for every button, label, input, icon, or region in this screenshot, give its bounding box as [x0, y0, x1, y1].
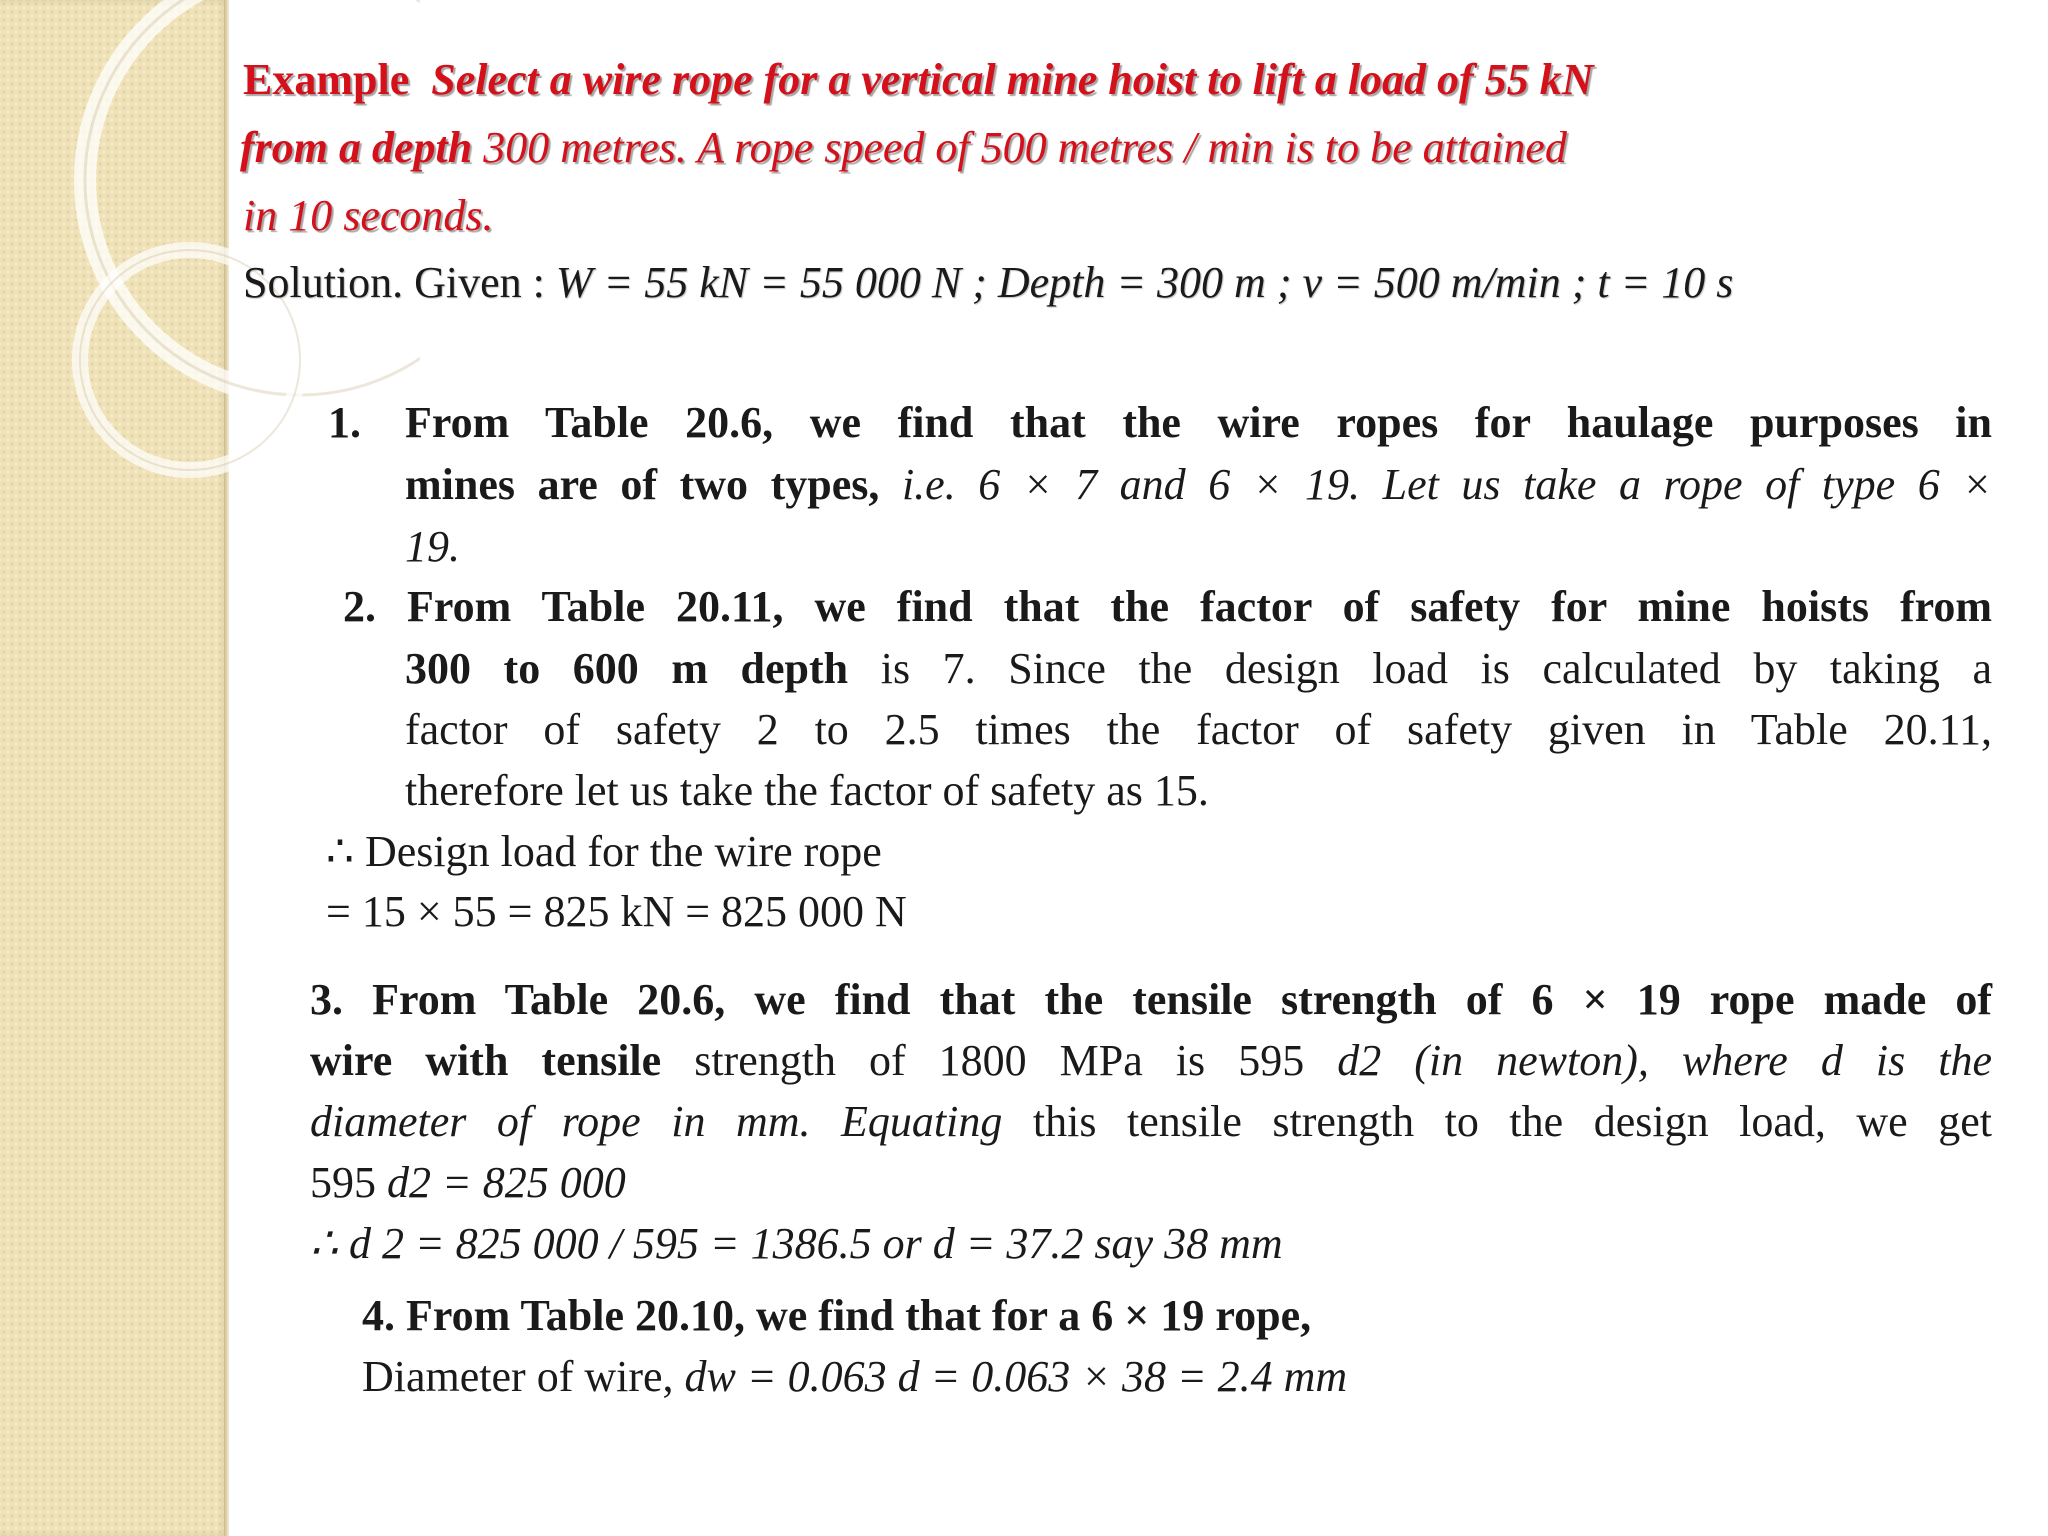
- step1-line-1: From Table 20.6, we find that the wire ropes for haulage purposes in: [405, 398, 1992, 447]
- design-load-line-1: ∴ Design load for the wire rope: [326, 827, 882, 876]
- step1-number: 1.: [328, 398, 361, 447]
- example-line-2b: 300 metres. A rope speed of 500 metres / min is to be attained: [472, 123, 1567, 172]
- step3-line-3-rest: this tensile strength to the design load, we get: [1002, 1097, 1992, 1146]
- step2-line-2-bold: 300 to 600 m depth: [405, 644, 849, 693]
- decorative-side-panel: [0, 0, 228, 1536]
- example-problem-text: Select a wire rope for a vertical mine hoist to lift a load of 55 kN: [431, 55, 1594, 104]
- step3-line-3-ital: diameter of rope in mm. Equating: [310, 1097, 1003, 1146]
- step1-line-2-ital: i.e. 6 × 7 and 6 × 19. Let us take a rope of type 6 ×: [879, 460, 1992, 509]
- solution-given-values: W = 55 kN = 55 000 N ; Depth = 300 m ; v = 500 m/min ; t = 10 s: [555, 258, 1734, 307]
- step4-line-2: [362, 1351, 1347, 1403]
- step1-line-3: 19.: [405, 522, 460, 571]
- step2-line-4: therefore let us take the factor of safety as 15.: [405, 766, 1209, 815]
- example-label: Example: [243, 55, 410, 104]
- example-line-1: [243, 54, 1593, 106]
- step3-line-3: [310, 1096, 1992, 1148]
- step1-line-2: [405, 459, 1992, 511]
- step4-line-1: 4. From Table 20.10, we find that for a 6 × 19 rope,: [362, 1291, 1312, 1340]
- step4-line-2b: dw = 0.063 d = 0.063 × 38 = 2.4 mm: [684, 1352, 1348, 1401]
- solution-given-line: [243, 257, 1733, 309]
- example-line-2a: from a depth: [240, 123, 473, 172]
- design-load-line-2: = 15 × 55 = 825 kN = 825 000 N: [326, 887, 907, 936]
- step3-line-2-rest: strength of 1800 MPa is 595: [661, 1036, 1338, 1085]
- step3-line-2: [310, 1035, 1992, 1087]
- example-line-3: in 10 seconds.: [243, 191, 494, 240]
- example-line-2: [240, 122, 1567, 174]
- step2-line-2: [405, 643, 1992, 695]
- step3-line-2-ital: d2 (in newton), where d is the: [1337, 1036, 1992, 1085]
- step3-line-5: ∴ d 2 = 825 000 / 595 = 1386.5 or d = 37.2 say 38 mm: [310, 1219, 1283, 1268]
- step1-line-2-bold: mines are of two types,: [405, 460, 880, 509]
- step3-line-2-bold: wire with tensile: [310, 1036, 662, 1085]
- side-panel-edge: [224, 0, 229, 1536]
- solution-prefix: Solution. Given :: [243, 258, 556, 307]
- step4-line-2a: Diameter of wire,: [362, 1352, 685, 1401]
- step2-line-1: 2. From Table 20.11, we find that the factor of safety for mine hoists from: [343, 582, 1992, 631]
- step3-line-4: [310, 1157, 626, 1209]
- step2-line-2-rest: is 7. Since the design load is calculated by taking a: [848, 644, 1992, 693]
- step3-line-4a: 595: [310, 1158, 387, 1207]
- step2-line-3: factor of safety 2 to 2.5 times the factor of safety given in Table 20.11,: [405, 705, 1992, 754]
- step3-line-1: 3. From Table 20.6, we find that the tensile strength of 6 × 19 rope made of: [310, 975, 1992, 1024]
- step3-line-4b: d2 = 825 000: [387, 1158, 626, 1207]
